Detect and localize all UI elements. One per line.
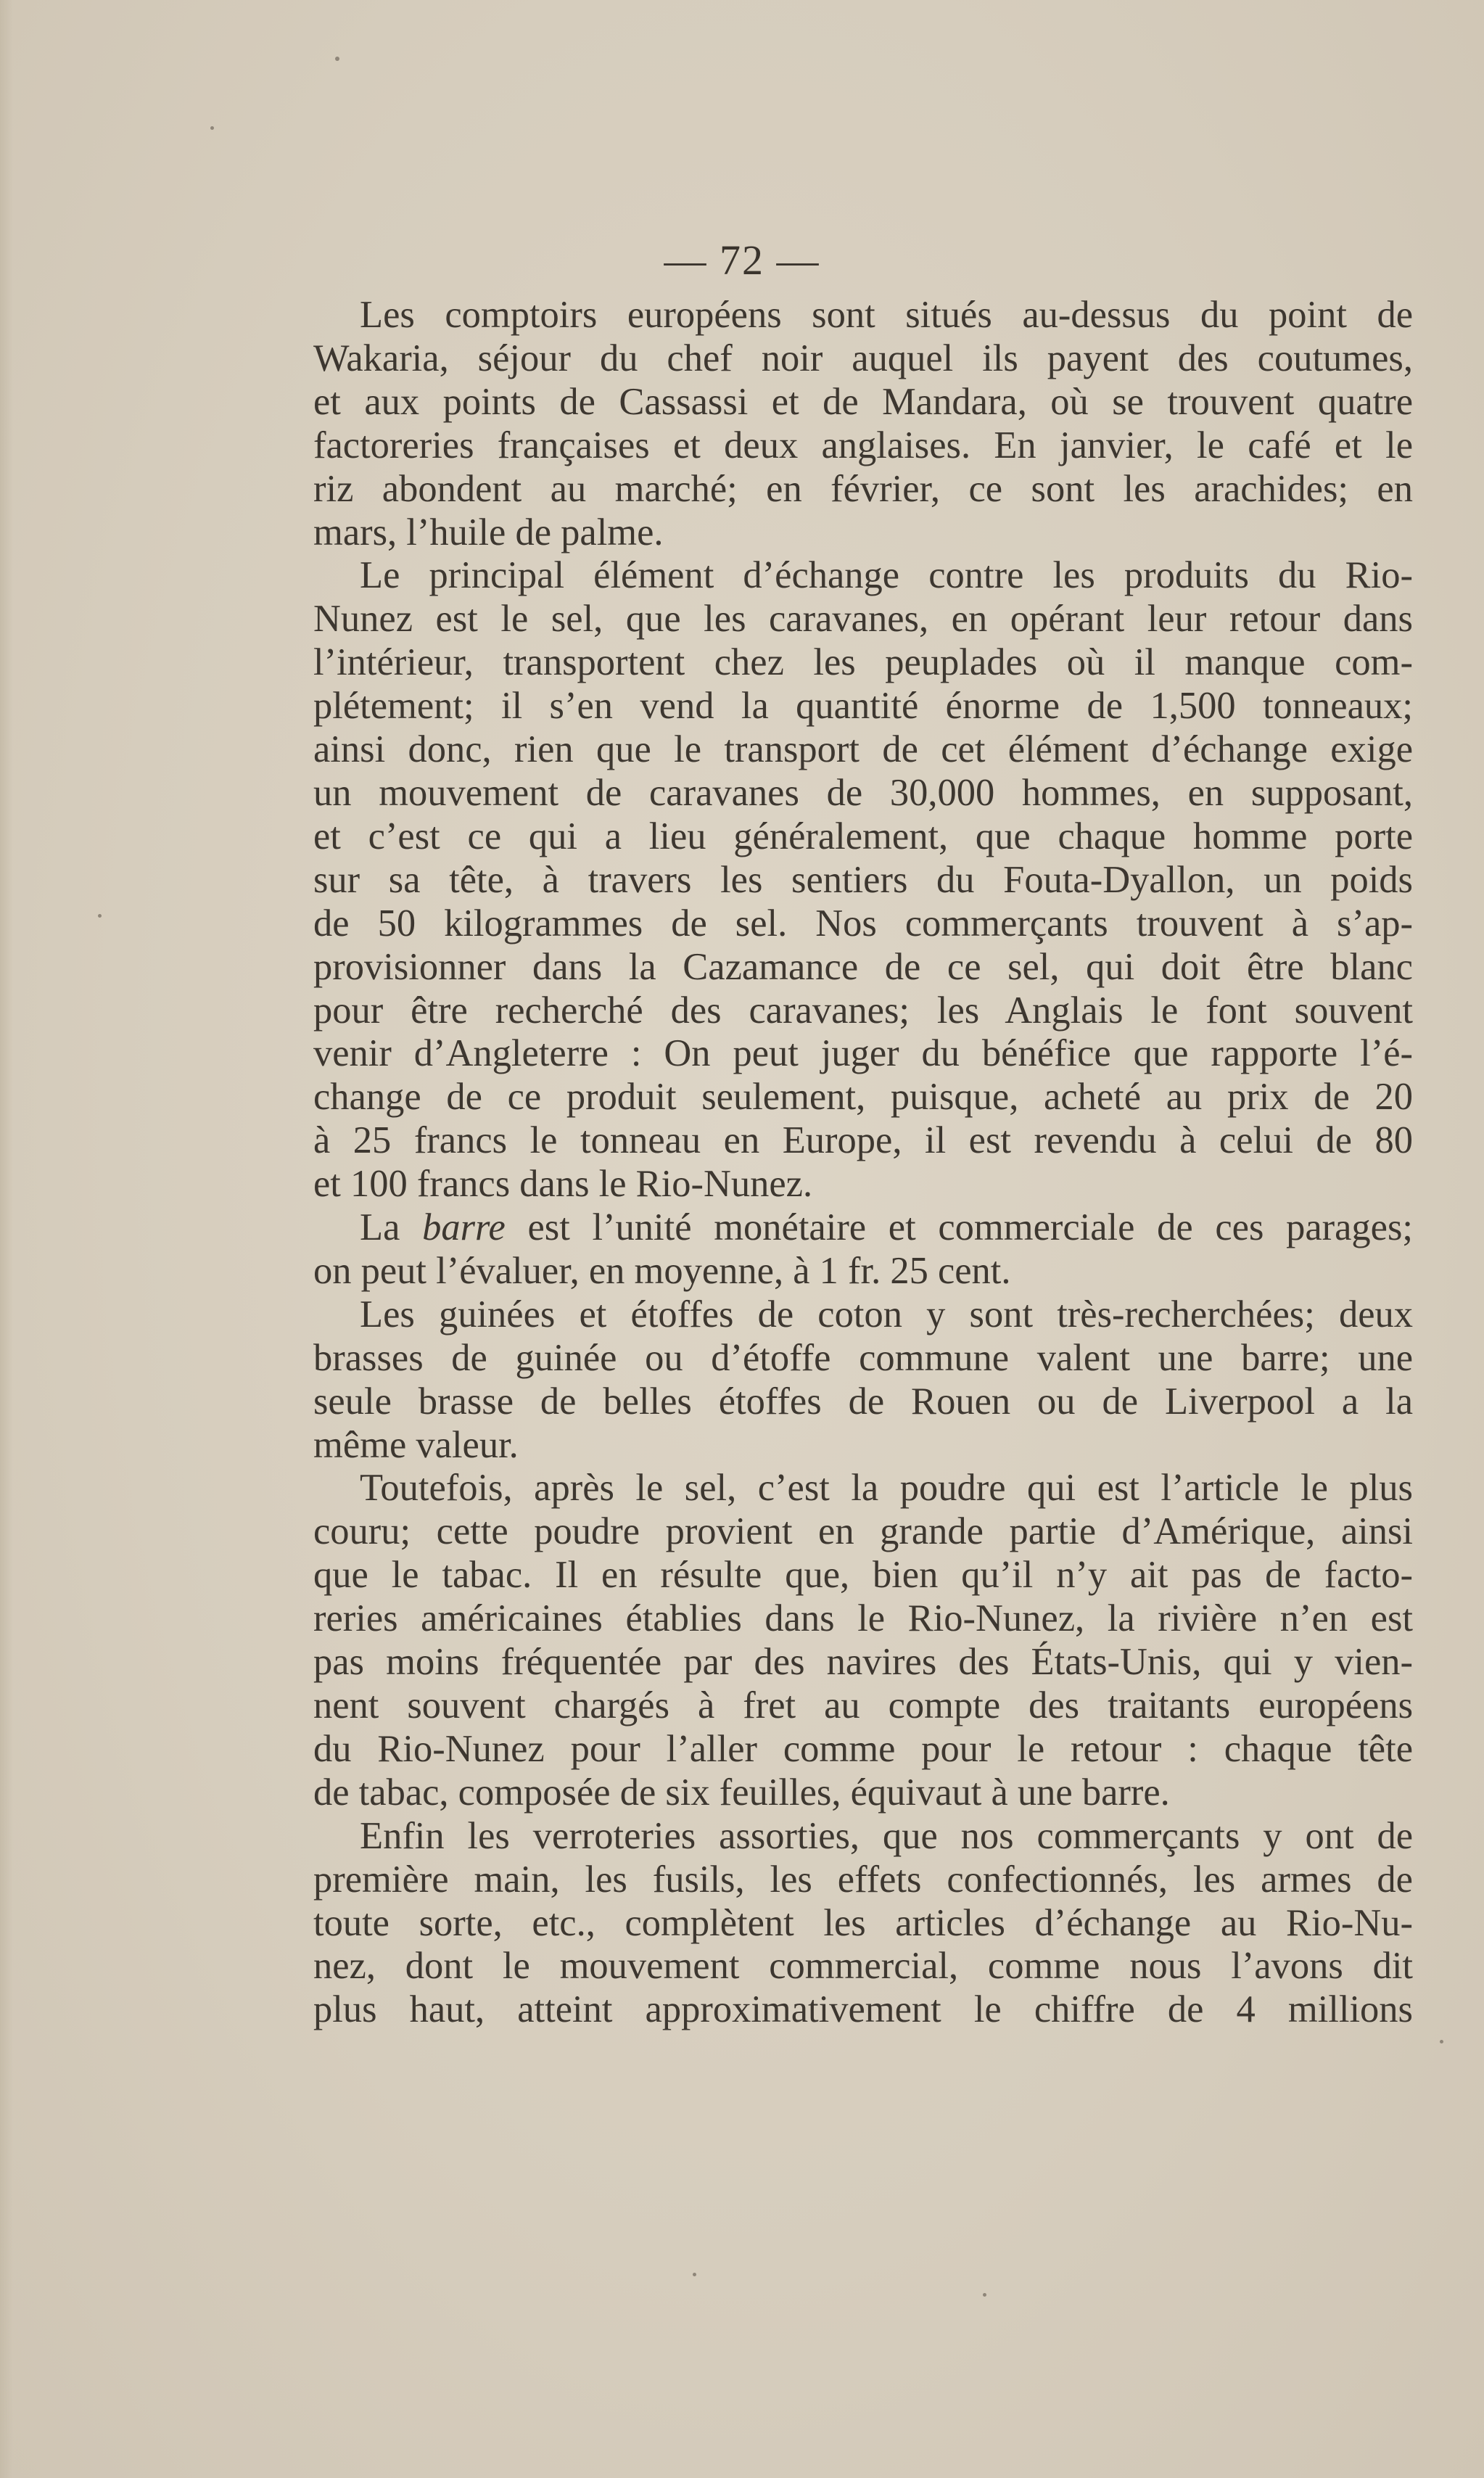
text-line: toute sorte, etc., complètent les articles d’échange au Rio-Nu- bbox=[313, 1901, 1413, 1944]
barre-rest: est l’unité monétaire et commerciale de ces parages; bbox=[527, 1206, 1413, 1249]
text-line: Toutefois, après le sel, c’est la poudre qui est l’article le plus bbox=[360, 1467, 1413, 1510]
text-line: venir d’Angleterre : On peut juger du bénéfice que rapporte l’é- bbox=[313, 1032, 1413, 1075]
text-line: l’intérieur, transportent chez les peuplades où il manque com- bbox=[313, 641, 1413, 684]
text-line: ainsi donc, rien que le transport de cet élément d’échange exige bbox=[313, 728, 1413, 771]
text-line: Les comptoirs européens sont situés au-dessus du point de bbox=[360, 294, 1413, 336]
text-line: et c’est ce qui a lieu généralement, que chaque homme porte bbox=[313, 815, 1413, 857]
text-line: première main, les fusils, les effets confectionnés, les armes de bbox=[313, 1858, 1413, 1901]
text-line: brasses de guinée ou d’étoffe commune valent une barre; une bbox=[313, 1336, 1413, 1379]
text-line: Wakaria, séjour du chef noir auquel ils payent des coutumes, bbox=[313, 337, 1413, 379]
text-line: Les guinées et étoffes de coton y sont très-recherchées; deux bbox=[360, 1293, 1413, 1335]
text-line: seule brasse de belles étoffes de Rouen ou de Liverpool a la bbox=[313, 1380, 1413, 1423]
text-line: et aux points de Cassassi et de Mandara, où se trouvent quatre bbox=[313, 380, 1413, 423]
text-line: de tabac, composée de six feuilles, équivaut à une barre. bbox=[313, 1771, 1170, 1814]
paper-speck bbox=[983, 2293, 986, 2297]
text-line: nent souvent chargés à fret au compte des traitants européens bbox=[313, 1684, 1413, 1726]
text-line: et 100 francs dans le Rio-Nunez. bbox=[313, 1163, 813, 1206]
text-line: factoreries françaises et deux anglaises. En janvier, le café et le bbox=[313, 424, 1413, 466]
text-line: mars, l’huile de palme. bbox=[313, 511, 664, 553]
paper-speck bbox=[98, 914, 102, 918]
text-line: Le principal élément d’échange contre les produits du Rio- bbox=[360, 554, 1413, 597]
text-line: de 50 kilogrammes de sel. Nos commerçants trouvent à s’ap- bbox=[313, 902, 1413, 944]
page-number: — 72 — bbox=[664, 236, 820, 284]
paper-speck bbox=[210, 126, 214, 130]
text-line: nez, dont le mouvement commercial, comme nous l’avons dit bbox=[313, 1945, 1413, 1988]
barre-term: barre bbox=[422, 1206, 506, 1249]
text-line: riz abondent au marché; en février, ce sont les arachides; en bbox=[313, 467, 1413, 510]
text-line: provisionner dans la Cazamance de ce sel, qui doit être blanc bbox=[313, 945, 1413, 988]
page-edge-shadow bbox=[0, 0, 13, 2478]
barre-prefix: La bbox=[360, 1206, 423, 1249]
paper-speck bbox=[335, 57, 339, 61]
text-line: plétement; il s’en vend la quantité énorme de 1,500 tonneaux; bbox=[313, 685, 1413, 728]
text-line: change de ce produit seulement, puisque, acheté au prix de 20 bbox=[313, 1076, 1413, 1119]
text-line: sur sa tête, à travers les sentiers du Fouta-Dyallon, un poids bbox=[313, 858, 1413, 901]
text-line: on peut l’évaluer, en moyenne, à 1 fr. 25 cent. bbox=[313, 1249, 1011, 1292]
paper-speck bbox=[693, 2273, 696, 2276]
text-line: à 25 francs le tonneau en Europe, il est revendu à celui de 80 bbox=[313, 1119, 1413, 1162]
text-line: même valeur. bbox=[313, 1423, 519, 1466]
paper-speck bbox=[1440, 2040, 1443, 2043]
text-line: du Rio-Nunez pour l’aller comme pour le retour : chaque tête bbox=[313, 1727, 1413, 1770]
text-line-barre bbox=[313, 1206, 1413, 1250]
text-line: reries américaines établies dans le Rio-Nunez, la rivière n’en est bbox=[313, 1597, 1413, 1640]
text-line: que le tabac. Il en résulte que, bien qu’il n’y ait pas de facto- bbox=[313, 1554, 1413, 1597]
text-line: un mouvement de caravanes de 30,000 hommes, en supposant, bbox=[313, 771, 1413, 814]
text-line: plus haut, atteint approximativement le chiffre de 4 millions bbox=[313, 1988, 1413, 2031]
text-line: Nunez est le sel, que les caravanes, en opérant leur retour dans bbox=[313, 598, 1413, 641]
text-line: pour être recherché des caravanes; les Anglais le font souvent bbox=[313, 989, 1413, 1032]
text-line: Enfin les verroteries assorties, que nos commerçants y ont de bbox=[360, 1814, 1413, 1857]
text-line: couru; cette poudre provient en grande partie d’Amérique, ainsi bbox=[313, 1510, 1413, 1553]
body-text bbox=[313, 294, 1413, 2032]
text-line: pas moins fréquentée par des navires des États-Unis, qui y vien- bbox=[313, 1641, 1413, 1684]
